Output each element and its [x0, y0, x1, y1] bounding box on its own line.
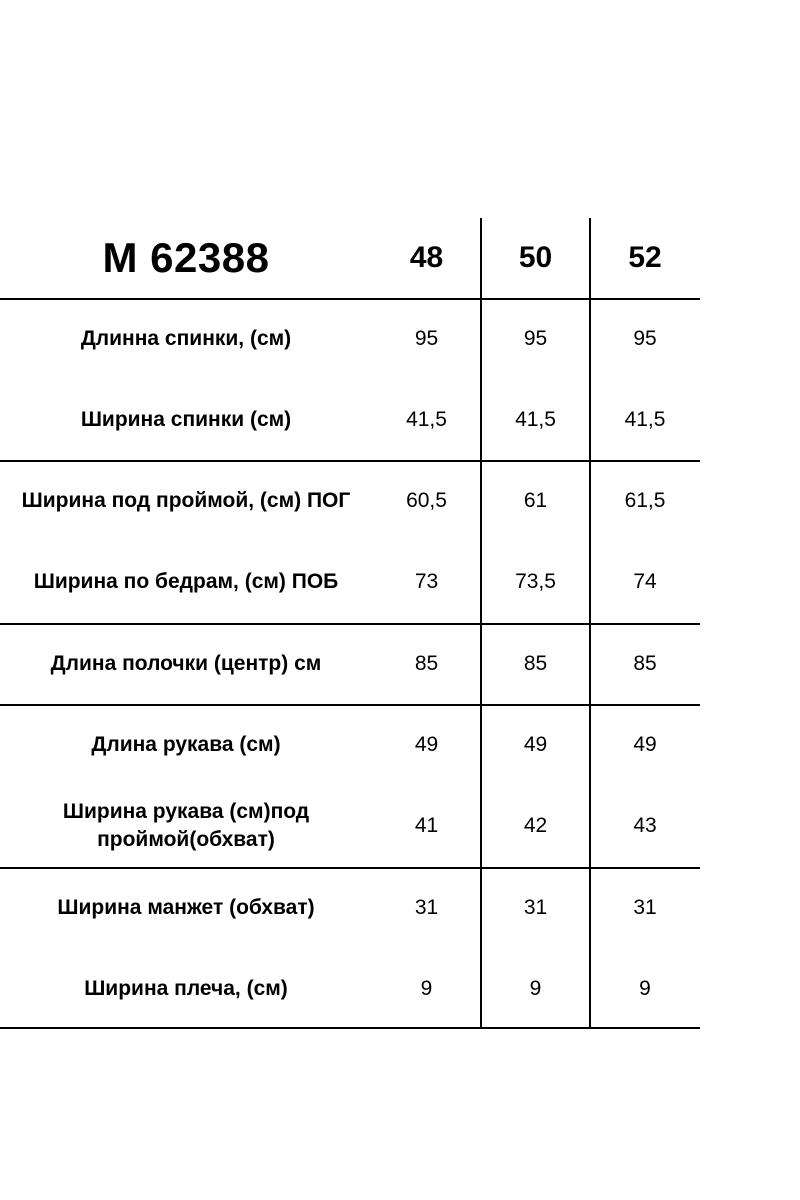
table-cell: 9 — [639, 977, 651, 1000]
size-header-50: 50 — [518, 241, 553, 274]
row-label-shoulder-width: Ширина плеча, (см) — [84, 977, 288, 1000]
table-divider — [0, 460, 700, 462]
table-cell: 95 — [414, 327, 439, 350]
row-label-front-length: Длина полочки (центр) см — [50, 652, 322, 675]
table-cell: 95 — [523, 327, 548, 350]
table-cell: 74 — [633, 570, 657, 593]
model-title: М 62388 — [102, 234, 270, 281]
table-cell: 60,5 — [406, 489, 447, 512]
table-cell: 41 — [414, 814, 439, 837]
table-cell: 9 — [529, 977, 542, 1000]
table-cell: 73,5 — [515, 570, 556, 593]
table-cell: 43 — [633, 814, 657, 837]
table-cell: 49 — [414, 733, 439, 756]
row-label-back-length: Длинна спинки, (см) — [80, 327, 292, 350]
table-cell: 31 — [633, 896, 657, 919]
row-label-sleeve-length: Длина рукава (см) — [91, 733, 281, 756]
table-cell: 61,5 — [624, 489, 666, 512]
table-divider — [0, 298, 700, 300]
table-cell: 42 — [523, 814, 548, 837]
column-divider — [589, 218, 591, 1029]
table-cell: 41,5 — [406, 408, 447, 431]
size-chart-table — [0, 218, 700, 1029]
table-cell: 41,5 — [624, 408, 666, 431]
table-cell: 73 — [414, 570, 439, 593]
column-divider — [480, 218, 482, 1029]
table-cell: 61 — [523, 489, 548, 512]
row-label-sleeve-width: Ширина рукава (см)под проймой(обхват) — [62, 800, 310, 851]
row-label-chest-width: Ширина под проймой, (см) ПОГ — [21, 489, 351, 512]
row-label-back-width: Ширина спинки (см) — [80, 408, 292, 431]
table-cell: 95 — [633, 327, 657, 350]
table-cell: 49 — [633, 733, 657, 756]
row-label-cuff-width: Ширина манжет (обхват) — [57, 896, 315, 919]
table-cell: 31 — [523, 896, 548, 919]
table-divider — [0, 867, 700, 869]
table-cell: 9 — [420, 977, 433, 1000]
table-divider — [0, 1027, 700, 1029]
table-cell: 41,5 — [515, 408, 556, 431]
table-cell: 31 — [414, 896, 439, 919]
table-divider — [0, 623, 700, 625]
size-header-52: 52 — [628, 241, 662, 274]
table-cell: 85 — [633, 652, 657, 675]
table-divider — [0, 704, 700, 706]
table-cell: 85 — [414, 652, 439, 675]
size-header-48: 48 — [409, 241, 444, 274]
table-cell: 85 — [523, 652, 548, 675]
row-label-hip-width: Ширина по бедрам, (см) ПОБ — [33, 570, 339, 593]
table-cell: 49 — [523, 733, 548, 756]
